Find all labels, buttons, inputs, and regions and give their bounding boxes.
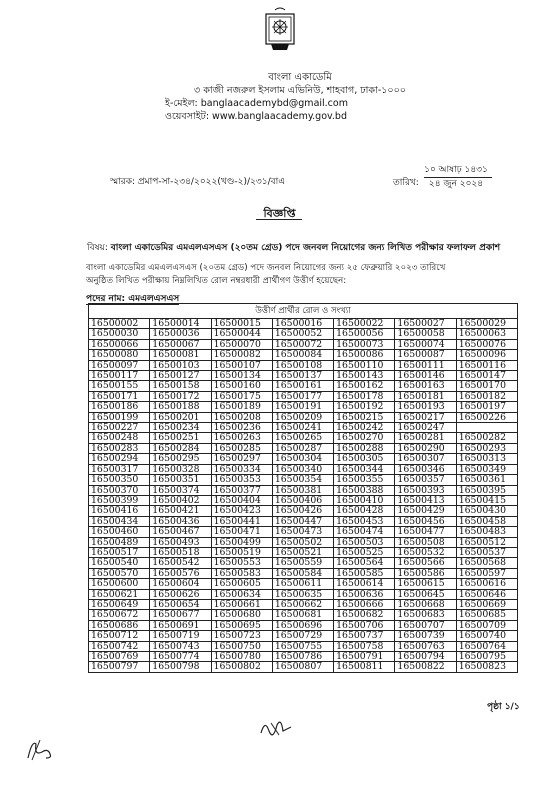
roll-cell: 16500780 <box>211 652 272 662</box>
roll-cell: 16500134 <box>211 371 272 381</box>
roll-cell: 16500483 <box>456 527 517 537</box>
roll-cell: 16500171 <box>89 391 150 401</box>
roll-cell: 16500719 <box>150 631 211 641</box>
roll-cell: 16500706 <box>334 620 395 630</box>
roll-cell: 16500823 <box>456 662 517 672</box>
roll-cell: 16500027 <box>395 319 456 329</box>
roll-cell: 16500086 <box>334 350 395 360</box>
roll-cell: 16500583 <box>211 568 272 578</box>
roll-cell: 16500585 <box>334 568 395 578</box>
roll-cell: 16500116 <box>456 360 517 370</box>
roll-cell: 16500662 <box>272 599 333 609</box>
roll-cell: 16500137 <box>272 371 333 381</box>
table-row <box>89 443 518 453</box>
roll-cell: 16500616 <box>456 579 517 589</box>
roll-cell: 16500263 <box>211 433 272 443</box>
roll-cell: 16500236 <box>211 423 272 433</box>
roll-cell: 16500795 <box>456 652 517 662</box>
table-row <box>89 485 518 495</box>
roll-cell: 16500666 <box>334 599 395 609</box>
roll-cell: 16500416 <box>89 506 150 516</box>
roll-cell: 16500002 <box>89 319 150 329</box>
roll-cell: 16500410 <box>334 495 395 505</box>
roll-cell: 16500477 <box>395 527 456 537</box>
date-bangla: ১০ আষাঢ় ১৪৩১ <box>424 165 488 175</box>
roll-cell: 16500415 <box>456 495 517 505</box>
roll-cell: 16500764 <box>456 641 517 651</box>
roll-cell: 16500016 <box>272 319 333 329</box>
table-row <box>89 433 518 443</box>
roll-cell: 16500215 <box>334 412 395 422</box>
roll-cell: 16500080 <box>89 350 150 360</box>
notice-title: বিজ্ঞপ্তি <box>263 207 296 220</box>
roll-cell: 16500070 <box>211 339 272 349</box>
roll-cell: 16500597 <box>456 568 517 578</box>
bangla-academy-logo <box>263 6 297 56</box>
roll-cell: 16500677 <box>150 610 211 620</box>
roll-cell: 16500304 <box>272 454 333 464</box>
roll-cell: 16500227 <box>89 423 150 433</box>
notice-underline <box>256 219 302 220</box>
roll-cell: 16500248 <box>89 433 150 443</box>
roll-cell: 16500742 <box>89 641 150 651</box>
table-row <box>89 631 518 641</box>
table-row <box>89 568 518 578</box>
roll-cell: 16500181 <box>395 391 456 401</box>
roll-cell: 16500242 <box>334 423 395 433</box>
roll-cell: 16500723 <box>211 631 272 641</box>
roll-cell: 16500447 <box>272 516 333 526</box>
roll-cell: 16500014 <box>150 319 211 329</box>
roll-cell: 16500354 <box>272 475 333 485</box>
table-row <box>89 381 518 391</box>
roll-cell: 16500769 <box>89 652 150 662</box>
roll-cell: 16500066 <box>89 339 150 349</box>
roll-cell: 16500402 <box>150 495 211 505</box>
roll-cell: 16500686 <box>89 620 150 630</box>
roll-cell: 16500600 <box>89 579 150 589</box>
roll-cell: 16500740 <box>456 631 517 641</box>
roll-cell: 16500313 <box>456 454 517 464</box>
roll-cell: 16500374 <box>150 485 211 495</box>
table-row <box>89 599 518 609</box>
roll-cell: 16500377 <box>211 485 272 495</box>
roll-cell: 16500081 <box>150 350 211 360</box>
roll-cell: 16500635 <box>272 589 333 599</box>
roll-cell: 16500791 <box>334 652 395 662</box>
roll-cell: 16500030 <box>89 329 150 339</box>
roll-cell <box>456 423 517 433</box>
table-row <box>89 641 518 651</box>
roll-cell: 16500284 <box>150 443 211 453</box>
roll-cell: 16500441 <box>211 516 272 526</box>
roll-cell: 16500774 <box>150 652 211 662</box>
roll-cell: 16500473 <box>272 527 333 537</box>
table-row <box>89 319 518 329</box>
roll-cell: 16500743 <box>150 641 211 651</box>
roll-cell: 16500072 <box>272 339 333 349</box>
roll-cell: 16500175 <box>211 391 272 401</box>
roll-cell: 16500022 <box>334 319 395 329</box>
roll-cell: 16500474 <box>334 527 395 537</box>
roll-cell: 16500158 <box>150 381 211 391</box>
roll-cell: 16500350 <box>89 475 150 485</box>
roll-cell: 16500290 <box>395 443 456 453</box>
roll-cell: 16500696 <box>272 620 333 630</box>
roll-cell: 16500170 <box>456 381 517 391</box>
post-name-text: পদের নাম: এমএলএসএস <box>86 294 180 304</box>
roll-cell: 16500178 <box>334 391 395 401</box>
roll-cell: 16500553 <box>211 558 272 568</box>
table-row <box>89 329 518 339</box>
table-row <box>89 662 518 672</box>
roll-cell: 16500489 <box>89 537 150 547</box>
table-row <box>89 610 518 620</box>
roll-cell: 16500111 <box>395 360 456 370</box>
table-row <box>89 527 518 537</box>
roll-cell: 16500737 <box>334 631 395 641</box>
roll-cell: 16500802 <box>211 662 272 672</box>
roll-cell: 16500712 <box>89 631 150 641</box>
roll-cell: 16500798 <box>150 662 211 672</box>
roll-cell: 16500646 <box>456 589 517 599</box>
roll-cell: 16500429 <box>395 506 456 516</box>
roll-cell: 16500393 <box>395 485 456 495</box>
roll-cell: 16500621 <box>89 589 150 599</box>
roll-cell: 16500413 <box>395 495 456 505</box>
roll-cell: 16500346 <box>395 464 456 474</box>
table-row <box>89 464 518 474</box>
roll-cell: 16500636 <box>334 589 395 599</box>
roll-cell: 16500192 <box>334 402 395 412</box>
table-row <box>89 371 518 381</box>
roll-cell: 16500502 <box>272 537 333 547</box>
org-email: ই-মেইল: banglaacademybd@gmail.com <box>165 98 348 109</box>
table-row <box>89 589 518 599</box>
table-row <box>89 547 518 557</box>
roll-cell: 16500073 <box>334 339 395 349</box>
table-row <box>89 516 518 526</box>
date-english: ২৪ জুন ২০২৪ <box>428 179 484 189</box>
roll-cell: 16500241 <box>272 423 333 433</box>
roll-cell: 16500182 <box>456 391 517 401</box>
roll-cell: 16500160 <box>211 381 272 391</box>
roll-cell: 16500695 <box>211 620 272 630</box>
roll-cell: 16500344 <box>334 464 395 474</box>
table-row <box>89 579 518 589</box>
roll-cell: 16500499 <box>211 537 272 547</box>
roll-cell: 16500208 <box>211 412 272 422</box>
roll-cell: 16500063 <box>456 329 517 339</box>
table-row <box>89 652 518 662</box>
roll-cell: 16500188 <box>150 402 211 412</box>
roll-cell: 16500395 <box>456 485 517 495</box>
roll-cell: 16500067 <box>150 339 211 349</box>
roll-cell: 16500566 <box>395 558 456 568</box>
roll-cell: 16500807 <box>272 662 333 672</box>
roll-cell: 16500537 <box>456 547 517 557</box>
subject-label: বিষয়: <box>87 243 108 253</box>
table-row <box>89 454 518 464</box>
roll-cell: 16500811 <box>334 662 395 672</box>
roll-cell: 16500036 <box>150 329 211 339</box>
roll-cell: 16500512 <box>456 537 517 547</box>
roll-cell: 16500209 <box>272 412 333 422</box>
roll-cell: 16500146 <box>395 371 456 381</box>
roll-cell: 16500709 <box>456 620 517 630</box>
roll-cell: 16500307 <box>395 454 456 464</box>
roll-cell: 16500458 <box>456 516 517 526</box>
roll-cell: 16500217 <box>395 412 456 422</box>
roll-cell: 16500189 <box>211 402 272 412</box>
roll-cell: 16500288 <box>334 443 395 453</box>
roll-cell: 16500426 <box>272 506 333 516</box>
table-row <box>89 350 518 360</box>
table-row <box>89 495 518 505</box>
roll-cell: 16500685 <box>456 610 517 620</box>
roll-cell: 16500381 <box>272 485 333 495</box>
roll-cell: 16500739 <box>395 631 456 641</box>
roll-cell: 16500654 <box>150 599 211 609</box>
roll-cell: 16500287 <box>272 443 333 453</box>
roll-cell: 16500822 <box>395 662 456 672</box>
roll-cell: 16500117 <box>89 371 150 381</box>
roll-cell: 16500430 <box>456 506 517 516</box>
roll-cell: 16500428 <box>334 506 395 516</box>
org-website: ওয়েবসাইট: www.banglaacademy.gov.bd <box>165 111 347 122</box>
roll-cell: 16500357 <box>395 475 456 485</box>
roll-cell: 16500143 <box>334 371 395 381</box>
roll-cell: 16500340 <box>272 464 333 474</box>
roll-cell: 16500586 <box>395 568 456 578</box>
roll-cell: 16500519 <box>211 547 272 557</box>
roll-cell: 16500750 <box>211 641 272 651</box>
roll-cell: 16500084 <box>272 350 333 360</box>
table-row <box>89 360 518 370</box>
roll-cell: 16500199 <box>89 412 150 422</box>
roll-cell: 16500564 <box>334 558 395 568</box>
roll-cell: 16500518 <box>150 547 211 557</box>
roll-cell: 16500669 <box>456 599 517 609</box>
roll-cell: 16500794 <box>395 652 456 662</box>
roll-cell: 16500707 <box>395 620 456 630</box>
roll-cell: 16500729 <box>272 631 333 641</box>
roll-cell: 16500295 <box>150 454 211 464</box>
roll-cell: 16500186 <box>89 402 150 412</box>
roll-cell: 16500755 <box>272 641 333 651</box>
roll-cell: 16500604 <box>150 579 211 589</box>
roll-cell: 16500251 <box>150 433 211 443</box>
roll-cell: 16500399 <box>89 495 150 505</box>
roll-cell: 16500163 <box>395 381 456 391</box>
roll-cell: 16500087 <box>395 350 456 360</box>
roll-cell: 16500247 <box>395 423 456 433</box>
table-row <box>89 506 518 516</box>
roll-cell: 16500611 <box>272 579 333 589</box>
date-label: তারিখ: <box>393 178 419 188</box>
table-row <box>89 402 518 412</box>
roll-cell: 16500161 <box>272 381 333 391</box>
roll-cell: 16500559 <box>272 558 333 568</box>
roll-cell: 16500305 <box>334 454 395 464</box>
table-row <box>89 558 518 568</box>
roll-cell: 16500508 <box>395 537 456 547</box>
roll-cell: 16500127 <box>150 371 211 381</box>
roll-cell: 16500626 <box>150 589 211 599</box>
roll-cell: 16500681 <box>272 610 333 620</box>
roll-cell: 16500634 <box>211 589 272 599</box>
roll-cell: 16500517 <box>89 547 150 557</box>
roll-cell: 16500682 <box>334 610 395 620</box>
roll-cell: 16500015 <box>211 319 272 329</box>
roll-table <box>88 303 518 673</box>
roll-cell: 16500460 <box>89 527 150 537</box>
roll-cell: 16500434 <box>89 516 150 526</box>
roll-cell: 16500532 <box>395 547 456 557</box>
roll-cell: 16500029 <box>456 319 517 329</box>
table-row <box>89 537 518 547</box>
roll-cell: 16500525 <box>334 547 395 557</box>
roll-cell: 16500076 <box>456 339 517 349</box>
roll-cell: 16500110 <box>334 360 395 370</box>
roll-cell: 16500763 <box>395 641 456 651</box>
roll-cell: 16500074 <box>395 339 456 349</box>
roll-cell: 16500056 <box>334 329 395 339</box>
subject-line <box>87 240 500 255</box>
roll-cell: 16500201 <box>150 412 211 422</box>
roll-cell: 16500542 <box>150 558 211 568</box>
roll-cell: 16500193 <box>395 402 456 412</box>
roll-cell: 16500467 <box>150 527 211 537</box>
roll-cell: 16500052 <box>272 329 333 339</box>
roll-cell: 16500177 <box>272 391 333 401</box>
roll-cell: 16500349 <box>456 464 517 474</box>
roll-cell: 16500283 <box>89 443 150 453</box>
roll-cell: 16500797 <box>89 662 150 672</box>
roll-cell: 16500471 <box>211 527 272 537</box>
table-row <box>89 620 518 630</box>
roll-cell: 16500680 <box>211 610 272 620</box>
roll-cell: 16500615 <box>395 579 456 589</box>
roll-cell: 16500691 <box>150 620 211 630</box>
roll-cell: 16500317 <box>89 464 150 474</box>
roll-cell: 16500270 <box>334 433 395 443</box>
roll-cell: 16500672 <box>89 610 150 620</box>
org-address: ৩ কাজী নজরুল ইসলাম এভিনিউ, শাহবাগ, ঢাকা-১০০০ <box>194 85 406 96</box>
roll-cell: 16500576 <box>150 568 211 578</box>
roll-cell: 16500226 <box>456 412 517 422</box>
table-row <box>89 339 518 349</box>
roll-cell: 16500421 <box>150 506 211 516</box>
page-number: পৃষ্ঠা ১/১ <box>487 702 520 712</box>
table-row <box>89 412 518 422</box>
roll-cell: 16500108 <box>272 360 333 370</box>
roll-cell: 16500683 <box>395 610 456 620</box>
roll-cell: 16500786 <box>272 652 333 662</box>
roll-cell: 16500297 <box>211 454 272 464</box>
roll-table-header: উত্তীর্ণ প্রার্থীর রোল ও সংখ্যা <box>89 304 518 319</box>
roll-table-body <box>89 319 518 673</box>
roll-cell: 16500453 <box>334 516 395 526</box>
roll-cell: 16500355 <box>334 475 395 485</box>
table-row <box>89 475 518 485</box>
roll-cell: 16500265 <box>272 433 333 443</box>
memo-reference: স্মারক: প্রমাপ-সা-২৩৪/২০২২(খণ্ড-২)/২৩১/বাএ <box>110 177 286 187</box>
signature-center <box>257 715 297 741</box>
roll-cell: 16500521 <box>272 547 333 557</box>
roll-cell: 16500334 <box>211 464 272 474</box>
org-name: বাংলা একাডেমি <box>268 72 332 83</box>
body-paragraph: বাংলা একাডেমির এমএলএসএস (২০তম গ্রেড) পদে জনবল নিয়োগের জন্য ২৫ ফেব্রুয়ারি ২০২৩ তারিখে অনুষ্ঠিত লিখিত পরীক্ষায় নিম্নলিখিত রোল নম্বরধারী প্রার্থীগণ উত্তীর্ণ হয়েছেন: <box>86 263 446 286</box>
roll-cell: 16500096 <box>456 350 517 360</box>
roll-cell: 16500044 <box>211 329 272 339</box>
roll-cell: 16500570 <box>89 568 150 578</box>
roll-cell: 16500191 <box>272 402 333 412</box>
roll-cell: 16500503 <box>334 537 395 547</box>
roll-cell: 16500058 <box>395 329 456 339</box>
roll-cell: 16500147 <box>456 371 517 381</box>
roll-cell: 16500540 <box>89 558 150 568</box>
signature-left <box>22 734 58 764</box>
roll-cell: 16500758 <box>334 641 395 651</box>
roll-cell: 16500388 <box>334 485 395 495</box>
roll-cell: 16500082 <box>211 350 272 360</box>
roll-cell: 16500293 <box>456 443 517 453</box>
date-divider <box>424 177 492 178</box>
roll-cell: 16500285 <box>211 443 272 453</box>
roll-cell: 16500328 <box>150 464 211 474</box>
roll-cell: 16500172 <box>150 391 211 401</box>
roll-cell: 16500406 <box>272 495 333 505</box>
roll-cell: 16500661 <box>211 599 272 609</box>
roll-cell: 16500103 <box>150 360 211 370</box>
roll-cell: 16500493 <box>150 537 211 547</box>
roll-cell: 16500584 <box>272 568 333 578</box>
roll-cell: 16500197 <box>456 402 517 412</box>
roll-cell: 16500649 <box>89 599 150 609</box>
roll-cell: 16500404 <box>211 495 272 505</box>
roll-cell: 16500097 <box>89 360 150 370</box>
roll-cell: 16500155 <box>89 381 150 391</box>
roll-cell: 16500456 <box>395 516 456 526</box>
roll-cell: 16500281 <box>395 433 456 443</box>
roll-cell: 16500605 <box>211 579 272 589</box>
roll-cell: 16500294 <box>89 454 150 464</box>
roll-cell: 16500370 <box>89 485 150 495</box>
roll-cell: 16500436 <box>150 516 211 526</box>
roll-cell: 16500162 <box>334 381 395 391</box>
roll-cell: 16500234 <box>150 423 211 433</box>
roll-cell: 16500361 <box>456 475 517 485</box>
roll-cell: 16500107 <box>211 360 272 370</box>
table-row <box>89 391 518 401</box>
roll-cell: 16500423 <box>211 506 272 516</box>
roll-cell: 16500614 <box>334 579 395 589</box>
subject-text: বাংলা একাডেমির এমএলএসএস (২০তম গ্রেড) পদে জনবল নিয়োগের জন্য লিখিত পরীক্ষার ফলাফল প্রকাশ <box>110 243 501 253</box>
roll-cell: 16500645 <box>395 589 456 599</box>
roll-cell: 16500351 <box>150 475 211 485</box>
roll-cell: 16500568 <box>456 558 517 568</box>
roll-cell: 16500353 <box>211 475 272 485</box>
table-row <box>89 423 518 433</box>
roll-cell: 16500282 <box>456 433 517 443</box>
roll-cell: 16500668 <box>395 599 456 609</box>
